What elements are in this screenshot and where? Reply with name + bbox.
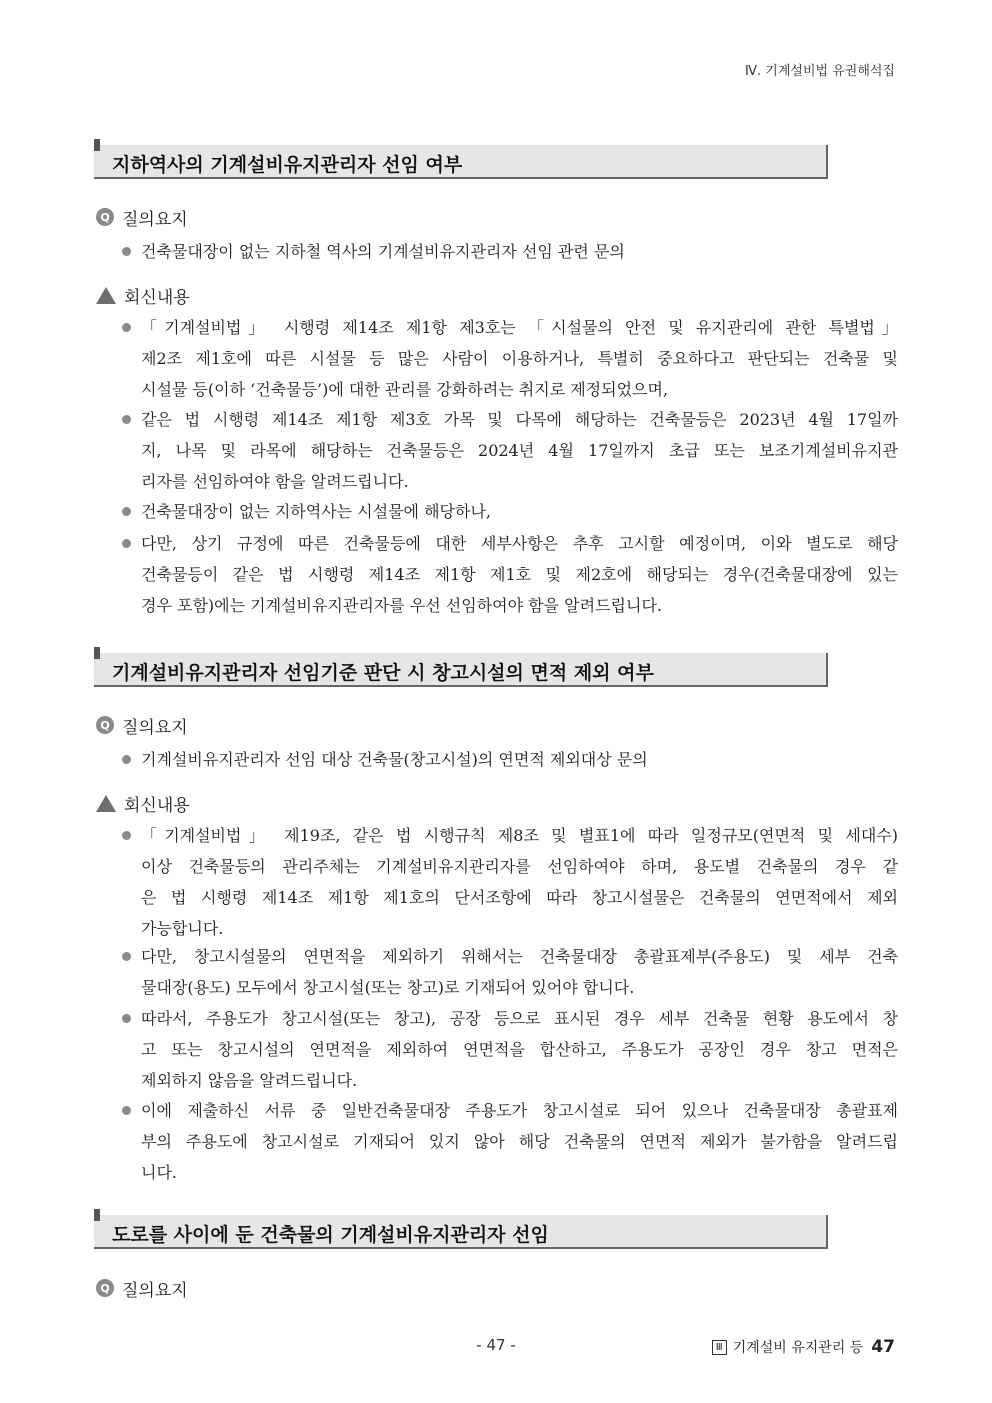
list-item — [122, 528, 898, 621]
bullet-line: 「기계설비법」 시행령 제14조 제1항 제3호는 「시설물의 안전 및 유지관리에 관한 특별법」 — [141, 318, 898, 337]
section-marker — [94, 1209, 100, 1221]
question-label — [96, 712, 188, 738]
bullet-icon — [122, 952, 131, 961]
question-label-text: 질의요지 — [122, 717, 188, 738]
answer-label-text: 회신내용 — [124, 287, 190, 308]
bullet-line: 물대장(용도) 모두에서 창고시설(또는 창고)로 기재되어 있어야 합니다. — [141, 978, 635, 997]
bullet-line: 이상 건축물등의 관리주체는 기계설비유지관리자를 선임하여야 하며, 용도별 건축물의 경우 같 — [141, 857, 898, 876]
bullet-line: 제2조 제1호에 따른 시설물 등 많은 사람이 이용하거나, 특별히 중요하다고 판단되는 건축물 및 — [141, 349, 898, 368]
bullet-line: 같은 법 시행령 제14조 제1항 제3호 가목 및 다목에 해당하는 건축물등은 2023년 4월 17일까 — [141, 410, 898, 429]
bullet-icon — [122, 539, 131, 548]
page-number: - 47 - — [476, 1336, 516, 1354]
list-item — [122, 1003, 898, 1096]
bullet-icon — [122, 323, 131, 332]
bullet-line: 따라서, 주용도가 창고시설(또는 창고), 공장 등으로 표시된 경우 세부 건축물 현황 용도에서 창 — [141, 1009, 898, 1028]
question-label-text: 질의요지 — [122, 1280, 188, 1301]
bullet-icon — [122, 831, 131, 840]
answer-label — [96, 282, 190, 308]
bullet-line: 다만, 상기 규정에 따른 건축물등에 대한 세부사항은 추후 고시할 예정이며, 이와 별도로 해당 — [141, 534, 898, 553]
running-header: Ⅳ. 기계설비법 유권해석집 — [745, 64, 895, 79]
list-item — [122, 744, 898, 775]
section-title-bar — [94, 1215, 828, 1249]
bullet-icon — [122, 1014, 131, 1023]
section-title-bar — [94, 653, 828, 687]
section-title: 지하역사의 기계설비유지관리자 선임 여부 — [112, 154, 463, 176]
list-item — [122, 1095, 898, 1188]
bullet-icon — [122, 1106, 131, 1115]
bullet-icon — [122, 755, 131, 764]
triangle-icon — [96, 287, 116, 304]
section-title-bar — [94, 145, 828, 179]
footer-page-number: 47 — [871, 1337, 895, 1357]
answer-label — [96, 790, 190, 816]
bullet-line: 리자를 선임하여야 함을 알려드립니다. — [141, 472, 409, 491]
question-label — [96, 204, 188, 230]
answer-label-text: 회신내용 — [124, 795, 190, 816]
bullet-icon — [122, 415, 131, 424]
q-icon: Q — [96, 716, 114, 734]
bullet-line: 건축물대장이 없는 지하철 역사의 기계설비유지관리자 선임 관련 문의 — [141, 242, 625, 261]
section-marker — [94, 139, 100, 151]
bullet-line: 제외하지 않음을 알려드립니다. — [141, 1071, 358, 1090]
bullet-line: 부의 주용도에 창고시설로 기재되어 있지 않아 해당 건축물의 연면적 제외가 불가함을 알려드립 — [141, 1132, 898, 1151]
bullet-line: 고 또는 창고시설의 연면적을 제외하여 연면적을 합산하고, 주용도가 공장인 경우 창고 면적은 — [141, 1040, 898, 1059]
bullet-line: 건축물대장이 없는 지하역사는 시설물에 해당하나, — [141, 502, 492, 521]
bullet-line: 기계설비유지관리자 선임 대상 건축물(창고시설)의 연면적 제외대상 문의 — [141, 750, 648, 769]
list-item — [122, 941, 898, 1003]
triangle-icon — [96, 795, 116, 812]
chapter-marker: Ⅲ — [712, 1340, 727, 1355]
bullet-line: 건축물등이 같은 법 시행령 제14조 제1항 제1호 및 제2호에 해당되는 경우(건축물대장에 있는 — [141, 565, 898, 584]
bullet-line: 「기계설비법」 제19조, 같은 법 시행규칙 제8조 및 별표1에 따라 일정규모(연면적 및 세대수) — [141, 826, 898, 845]
question-label-text: 질의요지 — [122, 209, 188, 230]
section-marker — [94, 647, 100, 659]
question-label — [96, 1275, 188, 1301]
list-item — [122, 820, 898, 944]
bullet-line: 다만, 창고시설물의 연면적을 제외하기 위해서는 건축물대장 총괄표제부(주용도) 및 세부 건축 — [141, 947, 898, 966]
bullet-line: 니다. — [141, 1163, 177, 1182]
section-title: 도로를 사이에 둔 건축물의 기계설비유지관리자 선임 — [112, 1224, 549, 1246]
q-icon: Q — [96, 1279, 114, 1297]
bullet-line: 은 법 시행령 제14조 제1항 제1호의 단서조항에 따라 창고시설물은 건축물의 연면적에서 제외 — [141, 888, 898, 907]
bullet-icon — [122, 247, 131, 256]
list-item — [122, 312, 898, 405]
bullet-line: 경우 포함)에는 기계설비유지관리자를 우선 선임하여야 함을 알려드립니다. — [141, 596, 662, 615]
footer-chapter — [712, 1337, 895, 1357]
q-icon: Q — [96, 208, 114, 226]
list-item — [122, 496, 898, 527]
bullet-line: 이에 제출하신 서류 중 일반건축물대장 주용도가 창고시설로 되어 있으나 건축물대장 총괄표제 — [141, 1101, 898, 1120]
chapter-title: 기계설비 유지관리 등 — [732, 1340, 864, 1356]
bullet-line: 지, 나목 및 라목에 해당하는 건축물등은 2024년 4월 17일까지 초급 또는 보조기계설비유지관 — [141, 441, 898, 460]
list-item — [122, 236, 898, 267]
bullet-icon — [122, 507, 131, 516]
bullet-line: 시설물 등(이하 ‘건축물등’)에 대한 관리를 강화하려는 취지로 제정되었으며, — [141, 380, 669, 399]
section-title: 기계설비유지관리자 선임기준 판단 시 창고시설의 면적 제외 여부 — [112, 662, 654, 684]
bullet-line: 가능합니다. — [141, 919, 224, 938]
list-item — [122, 404, 898, 497]
